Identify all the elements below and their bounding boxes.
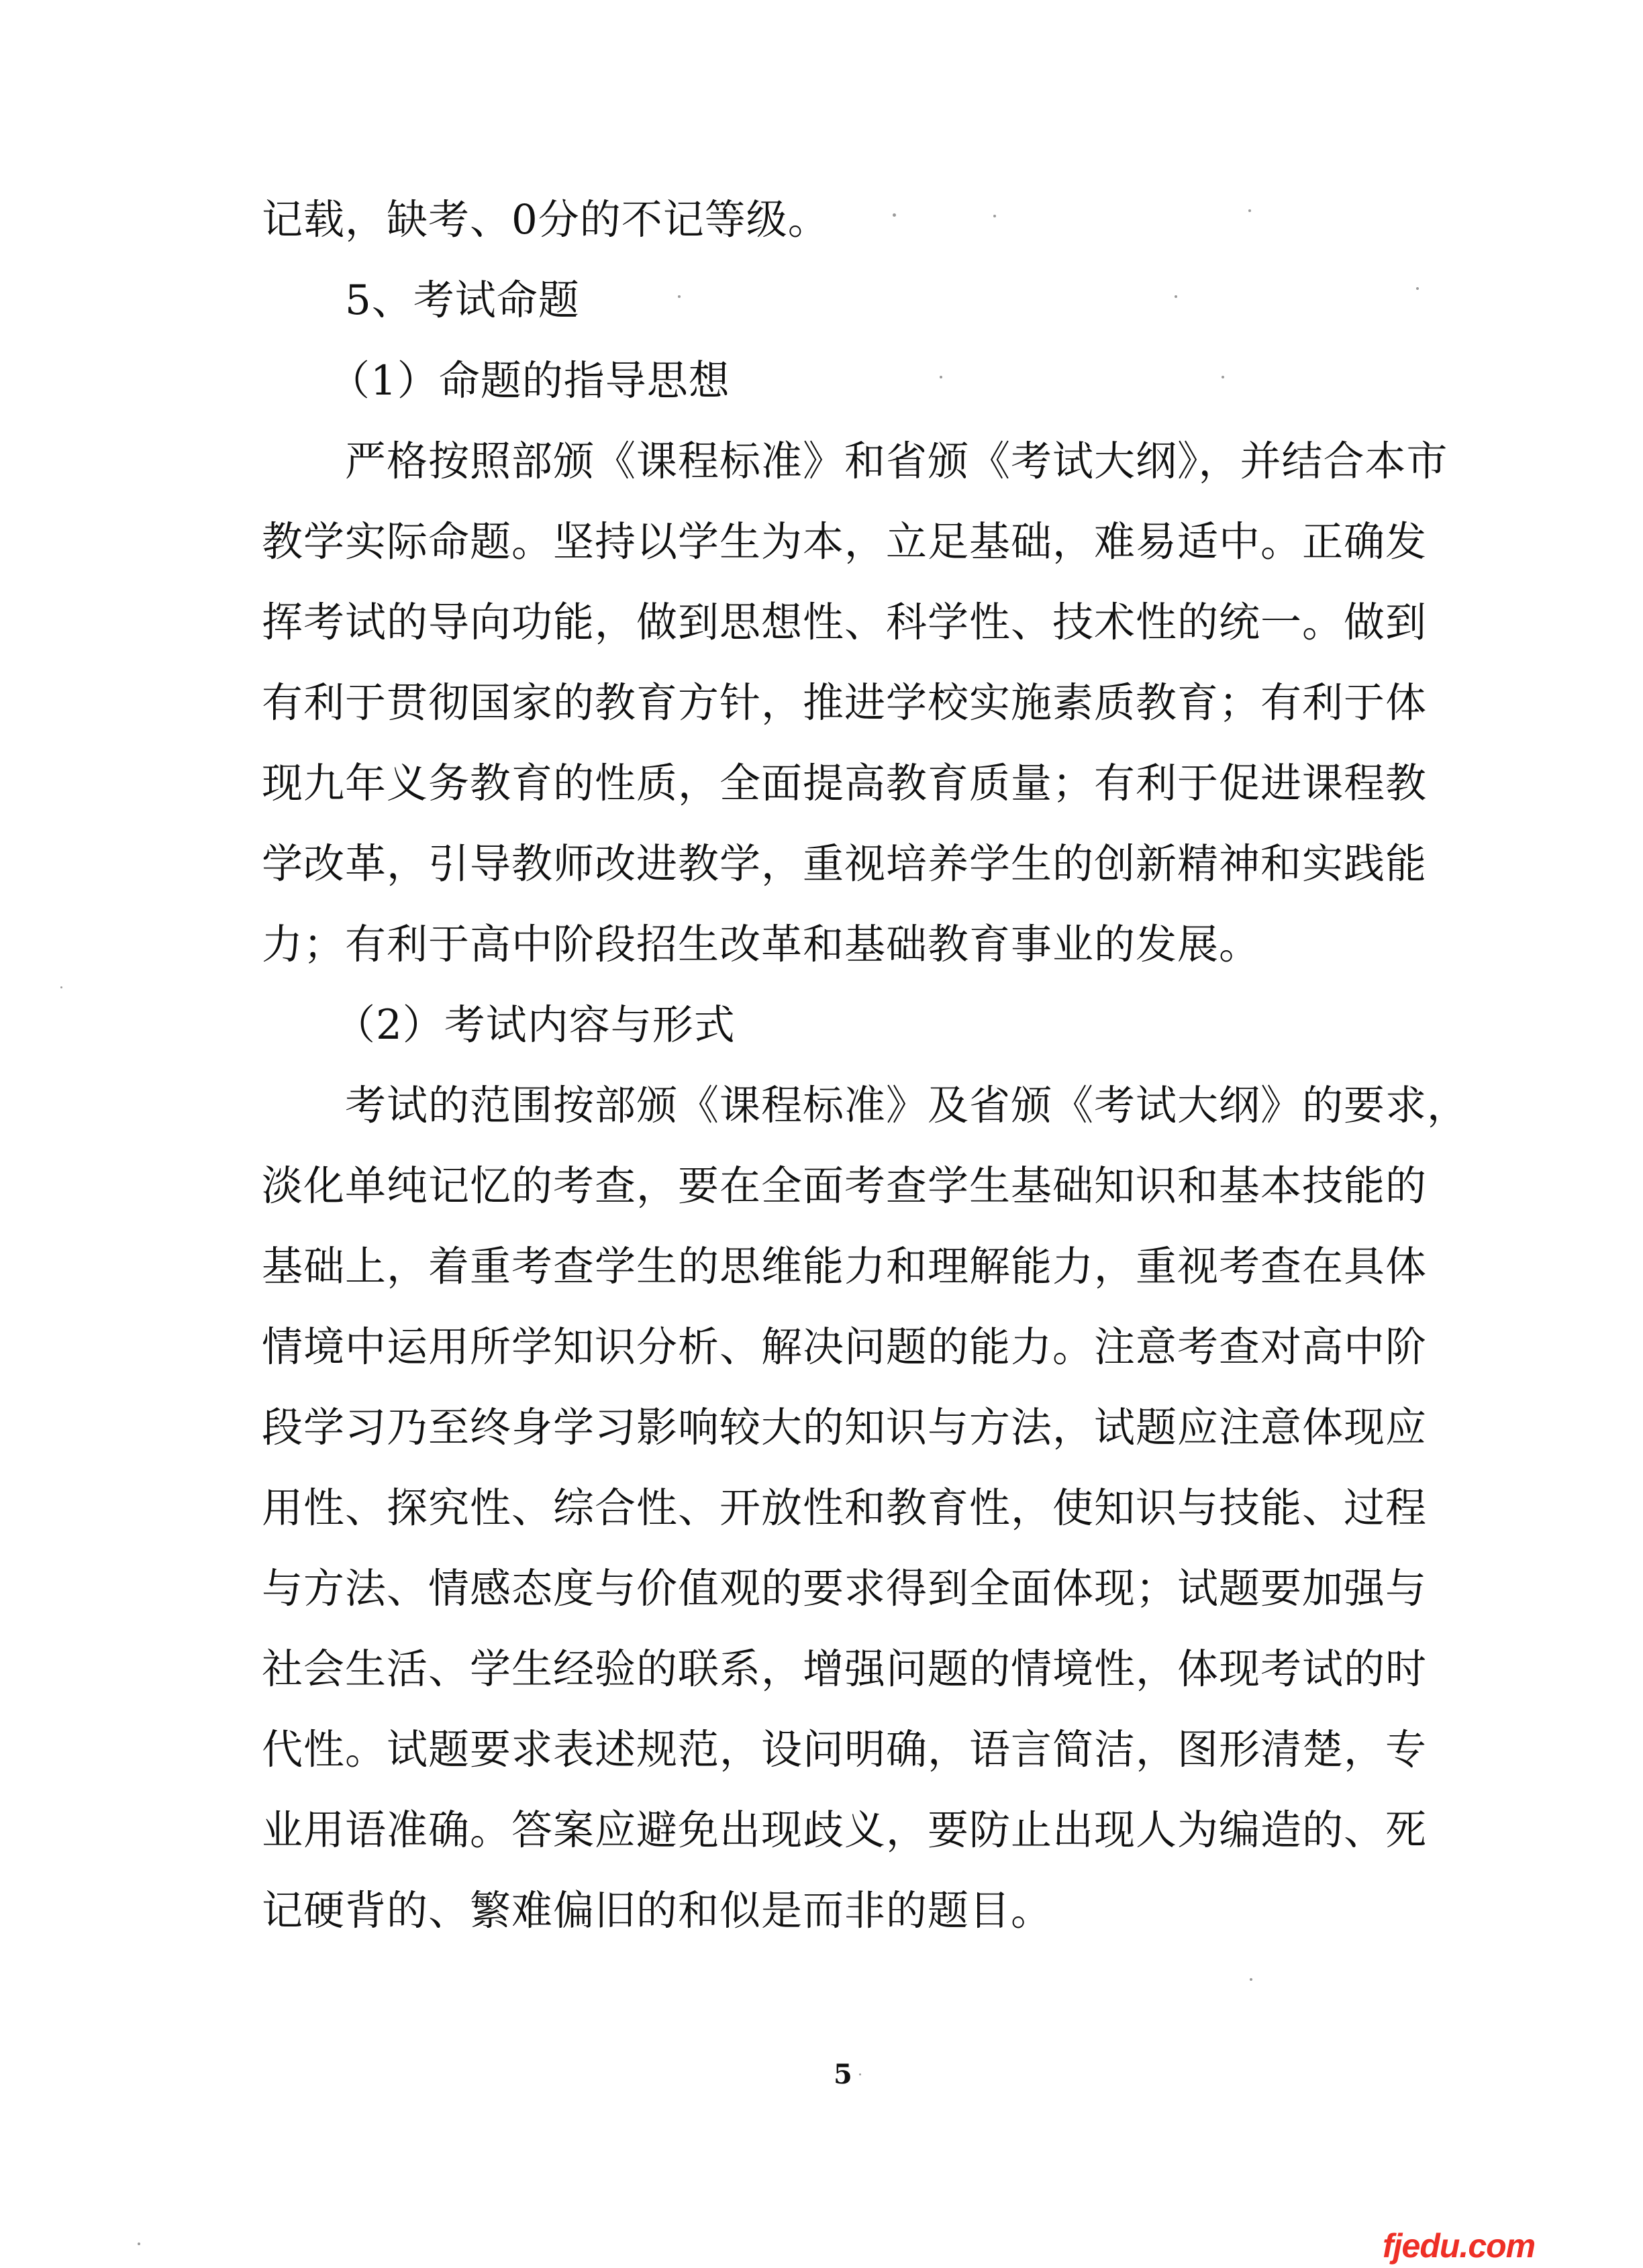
paragraph-2-line-8: 社会生活、学生经验的联系，增强问题的情境性，体现考试的时 [262, 1645, 1428, 1693]
paragraph-2-line-4: 情境中运用所学知识分析、解决问题的能力。注意考查对高中阶 [262, 1323, 1428, 1371]
paragraph-1-line-7: 力；有利于高中阶段招生改革和基础教育事业的发展。 [262, 921, 1261, 968]
subsection-heading-2: （2）考试内容与形式 [334, 1001, 736, 1049]
scan-speck [893, 213, 896, 217]
paragraph-1-line-5: 现九年义务教育的性质，全面提高教育质量；有利于促进课程教 [262, 760, 1428, 807]
page-number: 5 [834, 2059, 852, 2090]
scan-speck [1416, 287, 1419, 290]
paragraph-1-line-6: 学改革，引导教师改进教学，重视培养学生的创新精神和实践能 [262, 840, 1428, 888]
paragraph-1-line-4: 有利于贯彻国家的教育方针，推进学校实施素质教育；有利于体 [262, 679, 1428, 727]
scan-speck [1250, 1978, 1252, 1981]
paragraph-1-line-1: 严格按照部颁《课程标准》和省颁《考试大纲》，并结合本市 [345, 437, 1448, 485]
paragraph-2-line-7: 与方法、情感态度与价值观的要求得到全面体现；试题要加强与 [262, 1565, 1428, 1612]
subsection-heading-1: （1）命题的指导思想 [329, 357, 730, 405]
scan-speck [138, 2243, 140, 2245]
scan-speck [1248, 209, 1251, 212]
site-watermark: fjedu.com [1383, 2227, 1536, 2265]
paragraph-2-line-6: 用性、探究性、综合性、开放性和教育性，使知识与技能、过程 [262, 1484, 1428, 1532]
scan-speck [859, 2073, 861, 2075]
paragraph-2-line-5: 段学习乃至终身学习影响较大的知识与方法，试题应注意体现应 [262, 1404, 1428, 1451]
paragraph-1-line-3: 挥考试的导向功能，做到思想性、科学性、技术性的统一。做到 [262, 599, 1428, 646]
paragraph-2-line-10: 业用语准确。答案应避免出现歧义，要防止出现人为编造的、死 [262, 1806, 1428, 1854]
text-line-1: 记载，缺考、0分的不记等级。 [262, 196, 830, 244]
scan-speck [60, 986, 62, 988]
scan-speck [993, 215, 996, 217]
paragraph-2-line-2: 淡化单纯记忆的考查，要在全面考查学生基础知识和基本技能的 [262, 1162, 1428, 1210]
paragraph-1-line-2: 教学实际命题。坚持以学生为本，立足基础，难易适中。正确发 [262, 518, 1428, 566]
scan-speck [1175, 295, 1177, 298]
paragraph-2-line-3: 基础上，着重考查学生的思维能力和理解能力，重视考查在具体 [262, 1243, 1428, 1290]
scan-speck [940, 376, 942, 378]
scan-speck [678, 295, 681, 298]
scan-speck [1222, 376, 1224, 378]
paragraph-2-line-1: 考试的范围按部颁《课程标准》及省颁《考试大纲》的要求， [345, 1082, 1469, 1129]
section-heading-5: 5、考试命题 [345, 276, 580, 324]
paragraph-2-line-9: 代性。试题要求表述规范，设问明确，语言简洁，图形清楚，专 [262, 1726, 1428, 1773]
paragraph-2-line-11: 记硬背的、繁难偏旧的和似是而非的题目。 [262, 1887, 1053, 1935]
document-body [262, 180, 1469, 1951]
